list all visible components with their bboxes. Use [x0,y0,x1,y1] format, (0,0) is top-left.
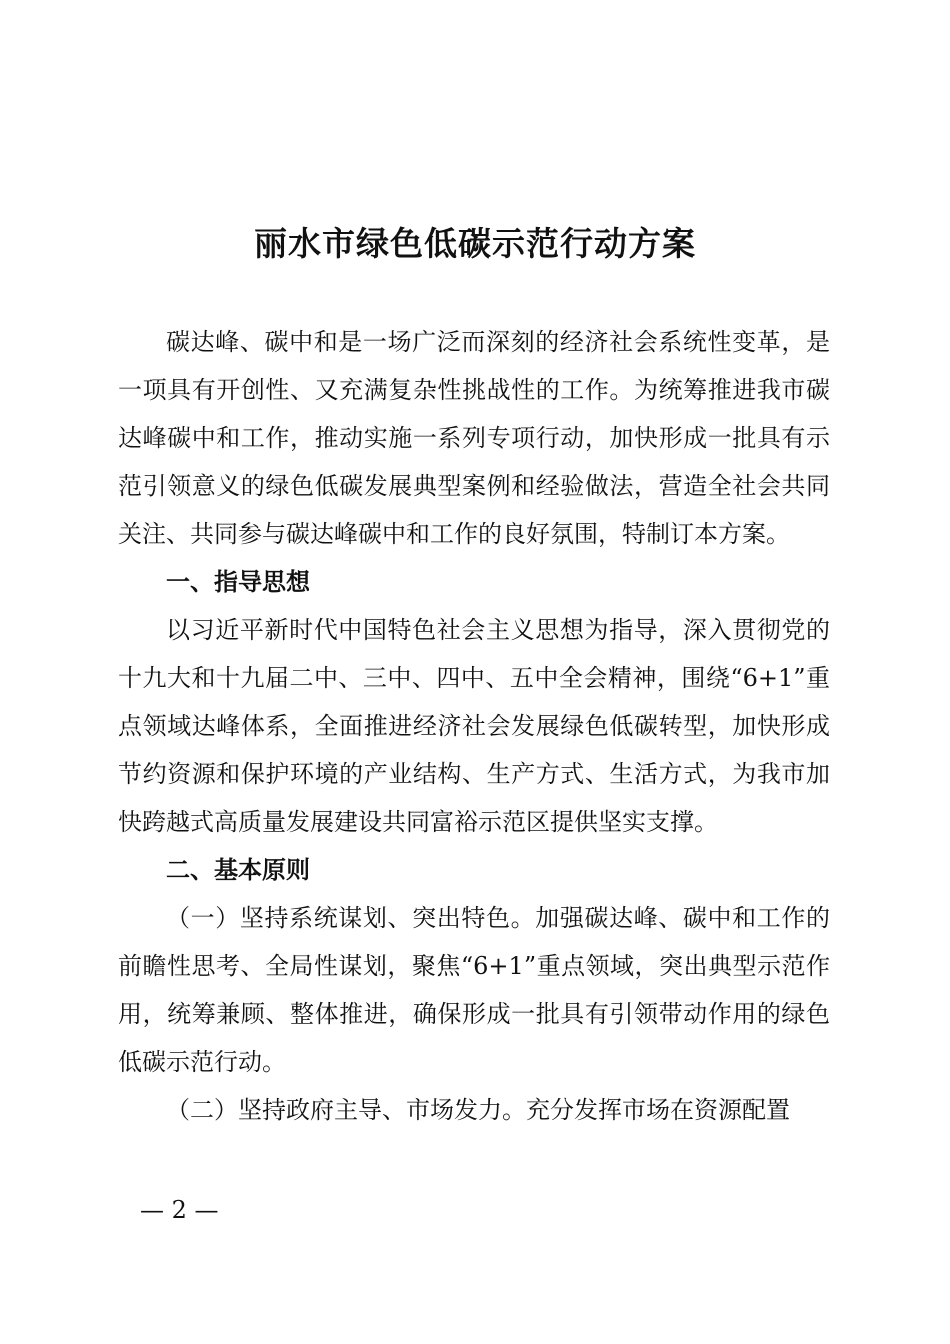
page-number: — 2 — [140,1196,219,1224]
section-heading-guiding-ideology: 一、指导思想 [166,568,310,596]
section-heading-basic-principles: 二、基本原则 [166,856,310,884]
document-title: 丽水市绿色低碳示范行动方案 [254,224,696,263]
intro-paragraph: 碳达峰、碳中和是一场广泛而深刻的经济社会系统性变革，是一项具有开创性、又充满复杂性挑战性的工作。为统筹推进我市碳达峰碳中和工作，推动实施一系列专项行动，加快形成一批具有示范引领意义的绿色低碳发展典型案例和经验做法，营造全社会共同关注、共同参与碳达峰碳中和工作的良好氛围，特制订本方案。 [118,328,830,548]
guiding-ideology-paragraph: 以习近平新时代中国特色社会主义思想为指导，深入贯彻党的十九大和十九届二中、三中、四中、五中全会精神，围绕“6+1”重点领域达峰体系，全面推进经济社会发展绿色低碳转型，加快形成节约资源和保护环境的产业结构、生产方式、生活方式，为我市加快跨越式高质量发展建设共同富裕示范区提供坚实支撑。 [118,616,830,836]
principle-1-paragraph: （一）坚持系统谋划、突出特色。加强碳达峰、碳中和工作的前瞻性思考、全局性谋划，聚焦“6+1”重点领域，突出典型示范作用，统筹兼顾、整体推进，确保形成一批具有引领带动作用的绿色低碳示范行动。 [118,904,830,1076]
document-body [118,318,830,1134]
principle-2-paragraph: （二）坚持政府主导、市场发力。充分发挥市场在资源配置 [166,1096,790,1124]
